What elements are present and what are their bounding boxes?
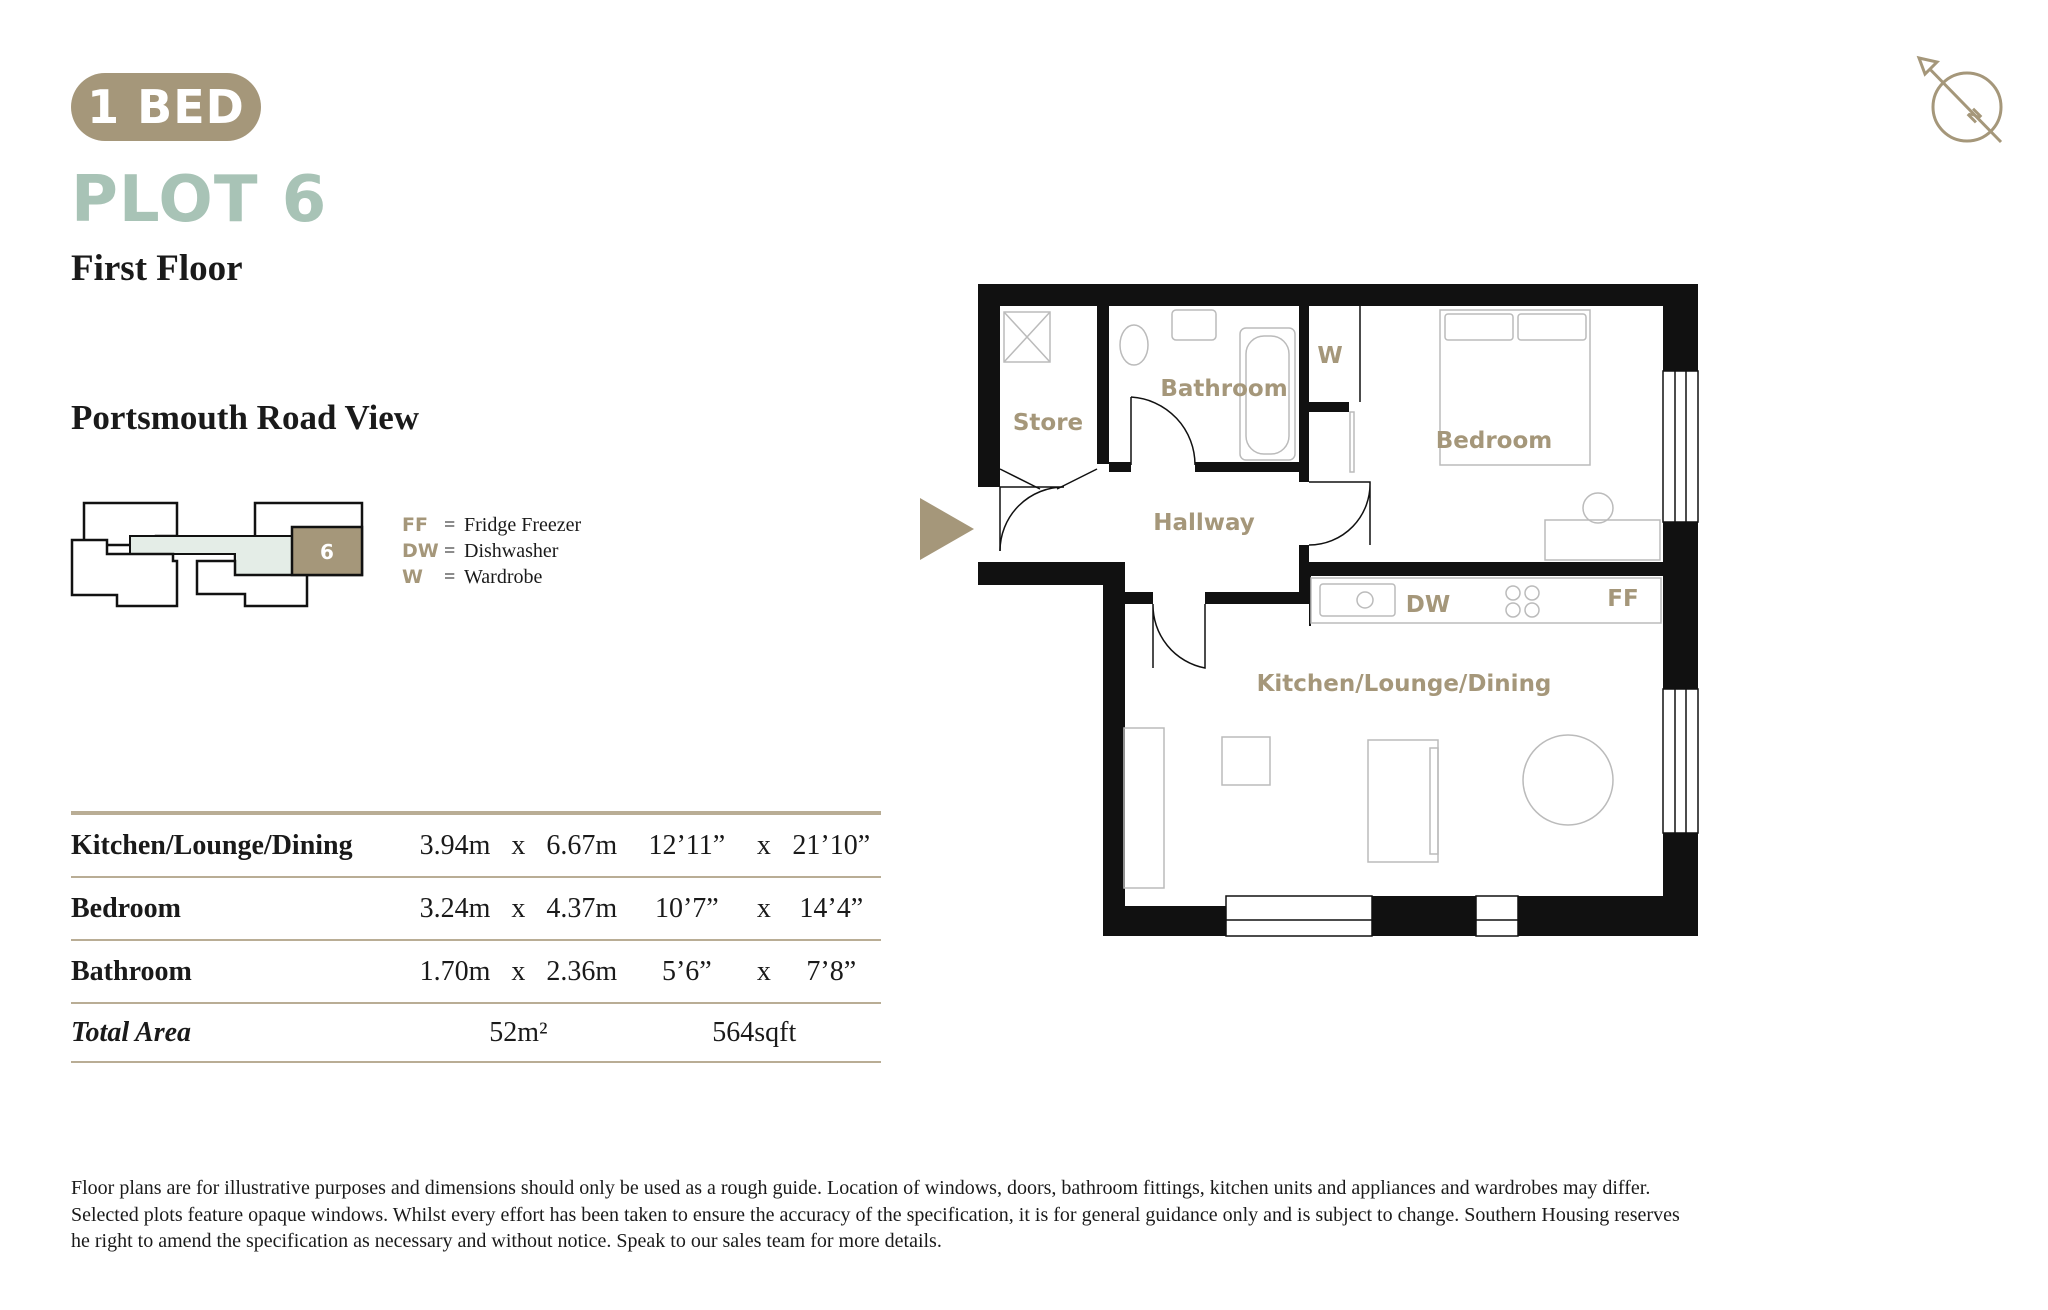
disclaimer-line: he right to amend the specification as necessary and without notice. Speak to our sales team for more details. — [71, 1230, 942, 1252]
bedroom-chair — [1583, 493, 1613, 523]
imperial-width: 5’6” — [627, 940, 746, 1003]
imperial-width: 12’11” — [627, 813, 746, 877]
table-row — [71, 877, 881, 940]
view-label: Portsmouth Road View — [71, 398, 420, 437]
legend-abbr: DW — [402, 540, 439, 562]
imperial-width: 10’7” — [627, 877, 746, 940]
metric-width: 3.24m — [409, 877, 500, 940]
imperial-length: 7’8” — [782, 940, 881, 1003]
imperial-length: 14’4” — [782, 877, 881, 940]
toilet — [1120, 325, 1148, 365]
doors — [1000, 306, 1370, 668]
separator: x — [746, 813, 781, 877]
legend-text: Dishwasher — [464, 540, 559, 562]
metric-length: 6.67m — [536, 813, 627, 877]
armchair — [1222, 737, 1270, 785]
key-plan-plot-number: 6 — [320, 540, 334, 564]
room-name: Bedroom — [71, 877, 409, 940]
separator: x — [501, 940, 536, 1003]
metric-length: 4.37m — [536, 877, 627, 940]
legend-item-w: W = Wardrobe — [402, 566, 543, 588]
basin — [1172, 310, 1216, 340]
room-label-bedroom: Bedroom — [1435, 428, 1553, 454]
legend-item-dw: DW = Dishwasher — [402, 540, 559, 562]
room-label-kitchen: Kitchen/Lounge/Dining — [1256, 671, 1552, 697]
legend-abbr: FF — [402, 514, 428, 536]
plot-title: PLOT 6 — [71, 163, 328, 237]
sideboard — [1124, 728, 1164, 888]
table-row — [71, 940, 881, 1003]
metric-width: 3.94m — [409, 813, 500, 877]
total-row — [71, 1003, 881, 1062]
dining-table — [1523, 735, 1613, 825]
table-row — [71, 813, 881, 877]
room-label-wardrobe: W — [1317, 343, 1343, 369]
disclaimer-line: Selected plots feature opaque windows. Whilst every effort has been taken to ensure the accuracy of the specification, it is for general guidance only and is subject to change. Southern Housing reserves — [71, 1203, 1680, 1226]
total-area-label: Total Area — [71, 1003, 409, 1062]
total-area-metric: 52m² — [409, 1003, 627, 1062]
imperial-length: 21’10” — [782, 813, 881, 877]
disclaimer — [71, 1175, 1791, 1255]
separator: x — [746, 877, 781, 940]
legend-item-ff: FF = Fridge Freezer — [402, 514, 582, 536]
sofa — [1368, 740, 1438, 862]
floor-plan — [910, 270, 1710, 950]
appliance-label-dw: DW — [1405, 592, 1451, 618]
legend-text: Wardrobe — [464, 566, 543, 588]
disclaimer-line: Floor plans are for illustrative purposes and dimensions should only be used as a rough guide. Location of windows, doors, bathroom fittings, kitchen units and appliances and wardrobes may differ. — [71, 1177, 1651, 1199]
entrance-arrow-icon — [920, 498, 974, 560]
metric-length: 2.36m — [536, 940, 627, 1003]
room-label-bathroom: Bathroom — [1160, 376, 1288, 402]
dimensions-table — [71, 811, 881, 1063]
room-label-hallway: Hallway — [1153, 510, 1255, 536]
appliance-label-ff: FF — [1607, 586, 1639, 612]
dresser — [1545, 520, 1660, 560]
compass-icon — [1915, 52, 2015, 152]
separator: x — [501, 877, 536, 940]
total-area-imperial: 564sqft — [627, 1003, 881, 1062]
windows — [1226, 371, 1698, 936]
room-name: Kitchen/Lounge/Dining — [71, 813, 409, 877]
room-name: Bathroom — [71, 940, 409, 1003]
legend-abbr: W — [402, 566, 423, 588]
separator: x — [746, 940, 781, 1003]
metric-width: 1.70m — [409, 940, 500, 1003]
compass-north-label: N — [1963, 104, 1987, 128]
legend-text: Fridge Freezer — [464, 514, 582, 536]
legend — [402, 512, 581, 590]
floor-label: First Floor — [71, 248, 243, 289]
room-label-store: Store — [1012, 410, 1084, 436]
key-plan — [70, 498, 370, 618]
separator: x — [501, 813, 536, 877]
bedroom-count-badge: 1 BED — [71, 73, 261, 141]
